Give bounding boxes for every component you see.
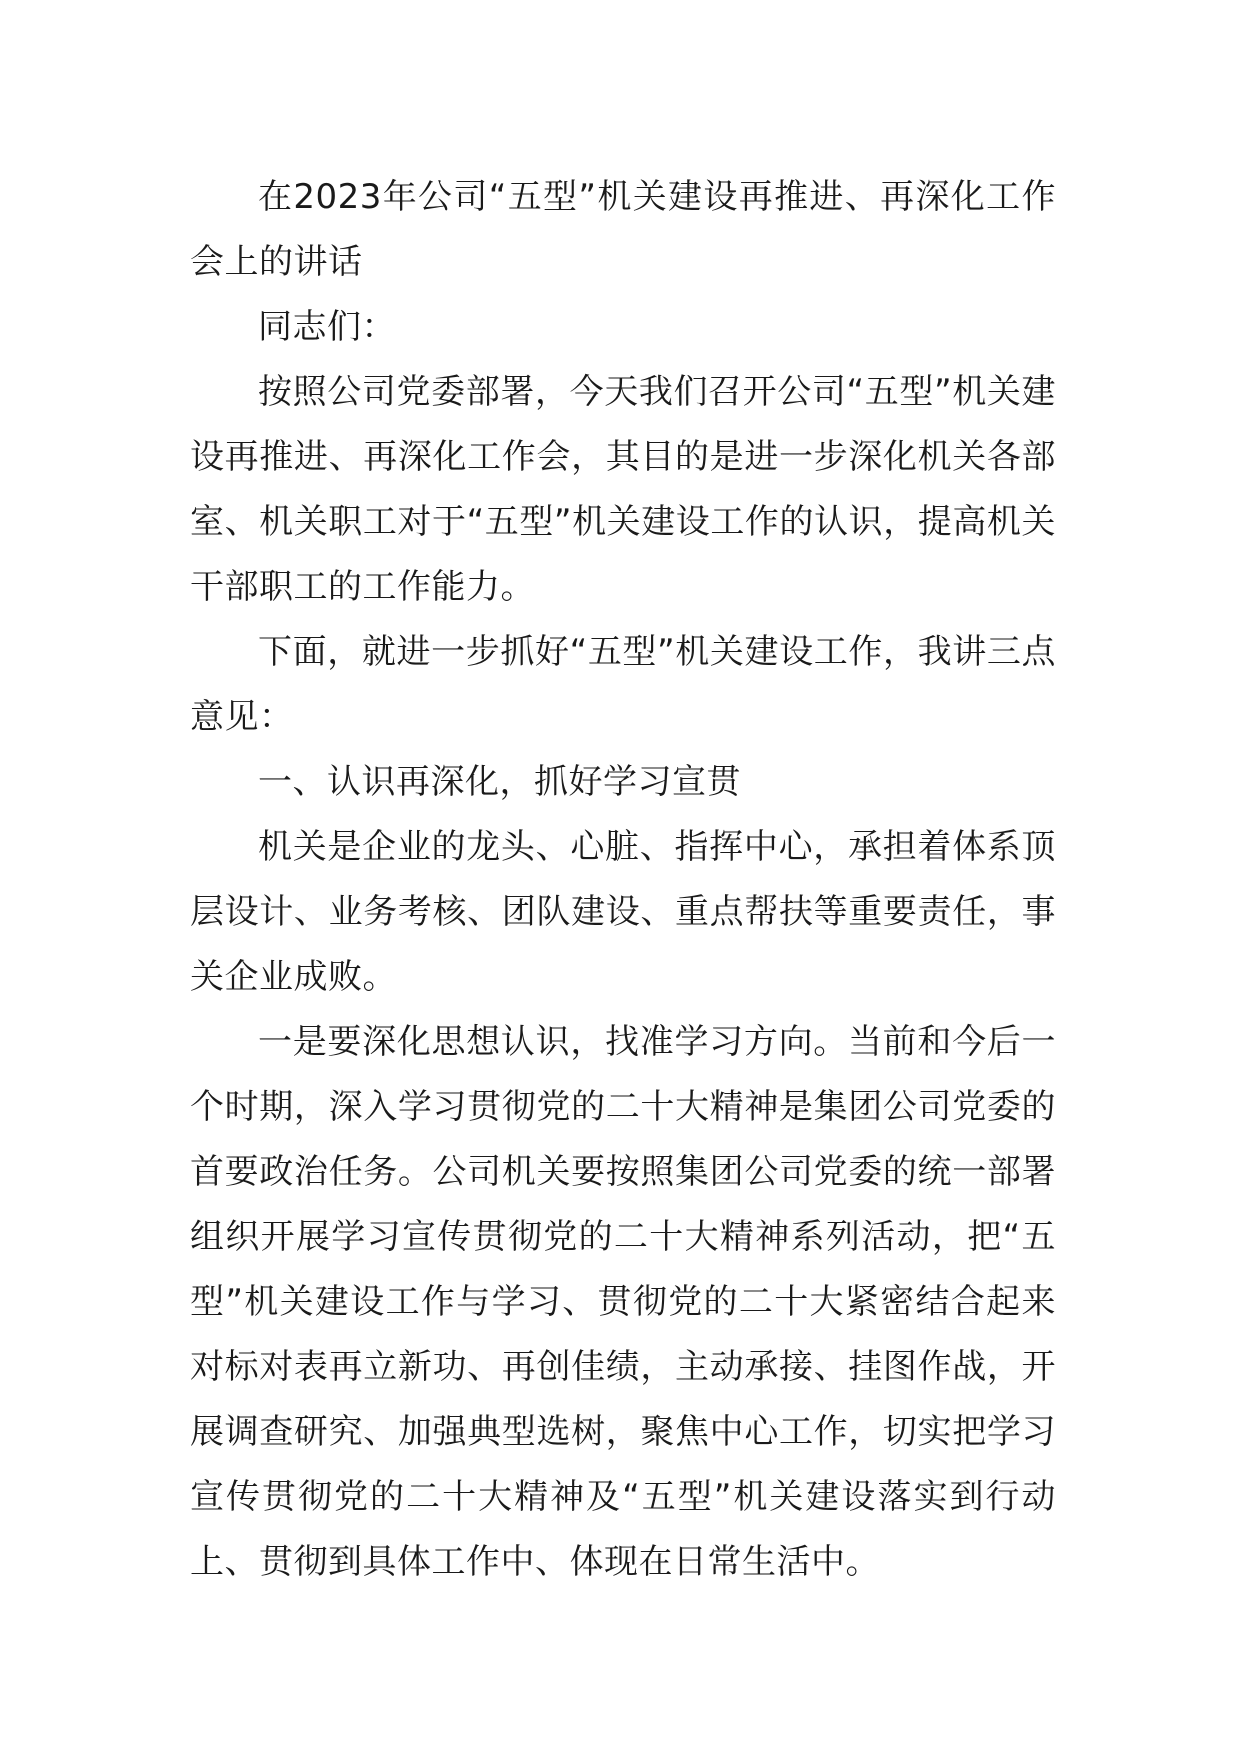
document-title: 在2023年公司“五型”机关建设再推进、再深化工作会上的讲话 — [190, 177, 1056, 282]
paragraph-intro: 按照公司党委部署，今天我们召开公司“五型”机关建设再推进、再深化工作会，其目的是进一步深化机关各部室、机关职工对于“五型”机关建设工作的认识，提高机关干部职工的工作能力。 — [190, 372, 1056, 607]
document-page — [190, 165, 1056, 1595]
paragraph-opinions: 下面，就进一步抓好“五型”机关建设工作，我讲三点意见： — [190, 632, 1056, 737]
section-heading-1: 一、认识再深化，抓好学习宣贯 — [258, 762, 741, 802]
paragraph-point-1: 一是要深化思想认识，找准学习方向。当前和今后一个时期，深入学习贯彻党的二十大精神是集团公司党委的首要政治任务。公司机关要按照集团公司党委的统一部署组织开展学习宣传贯彻党的二十大精神系列活动，把“五型”机关建设工作与学习、贯彻党的二十大紧密结合起来对标对表再立新功、再创佳绩，主动承接、挂图作战，开展调查研究、加强典型选树，聚焦中心工作，切实把学习宣传贯彻党的二十大精神及“五型”机关建设落实到行动上、贯彻到具体工作中、体现在日常生活中。 — [190, 1022, 1056, 1582]
paragraph-role: 机关是企业的龙头、心脏、指挥中心，承担着体系顶层设计、业务考核、团队建设、重点帮扶等重要责任，事关企业成败。 — [190, 827, 1056, 997]
salutation: 同志们： — [258, 307, 396, 347]
